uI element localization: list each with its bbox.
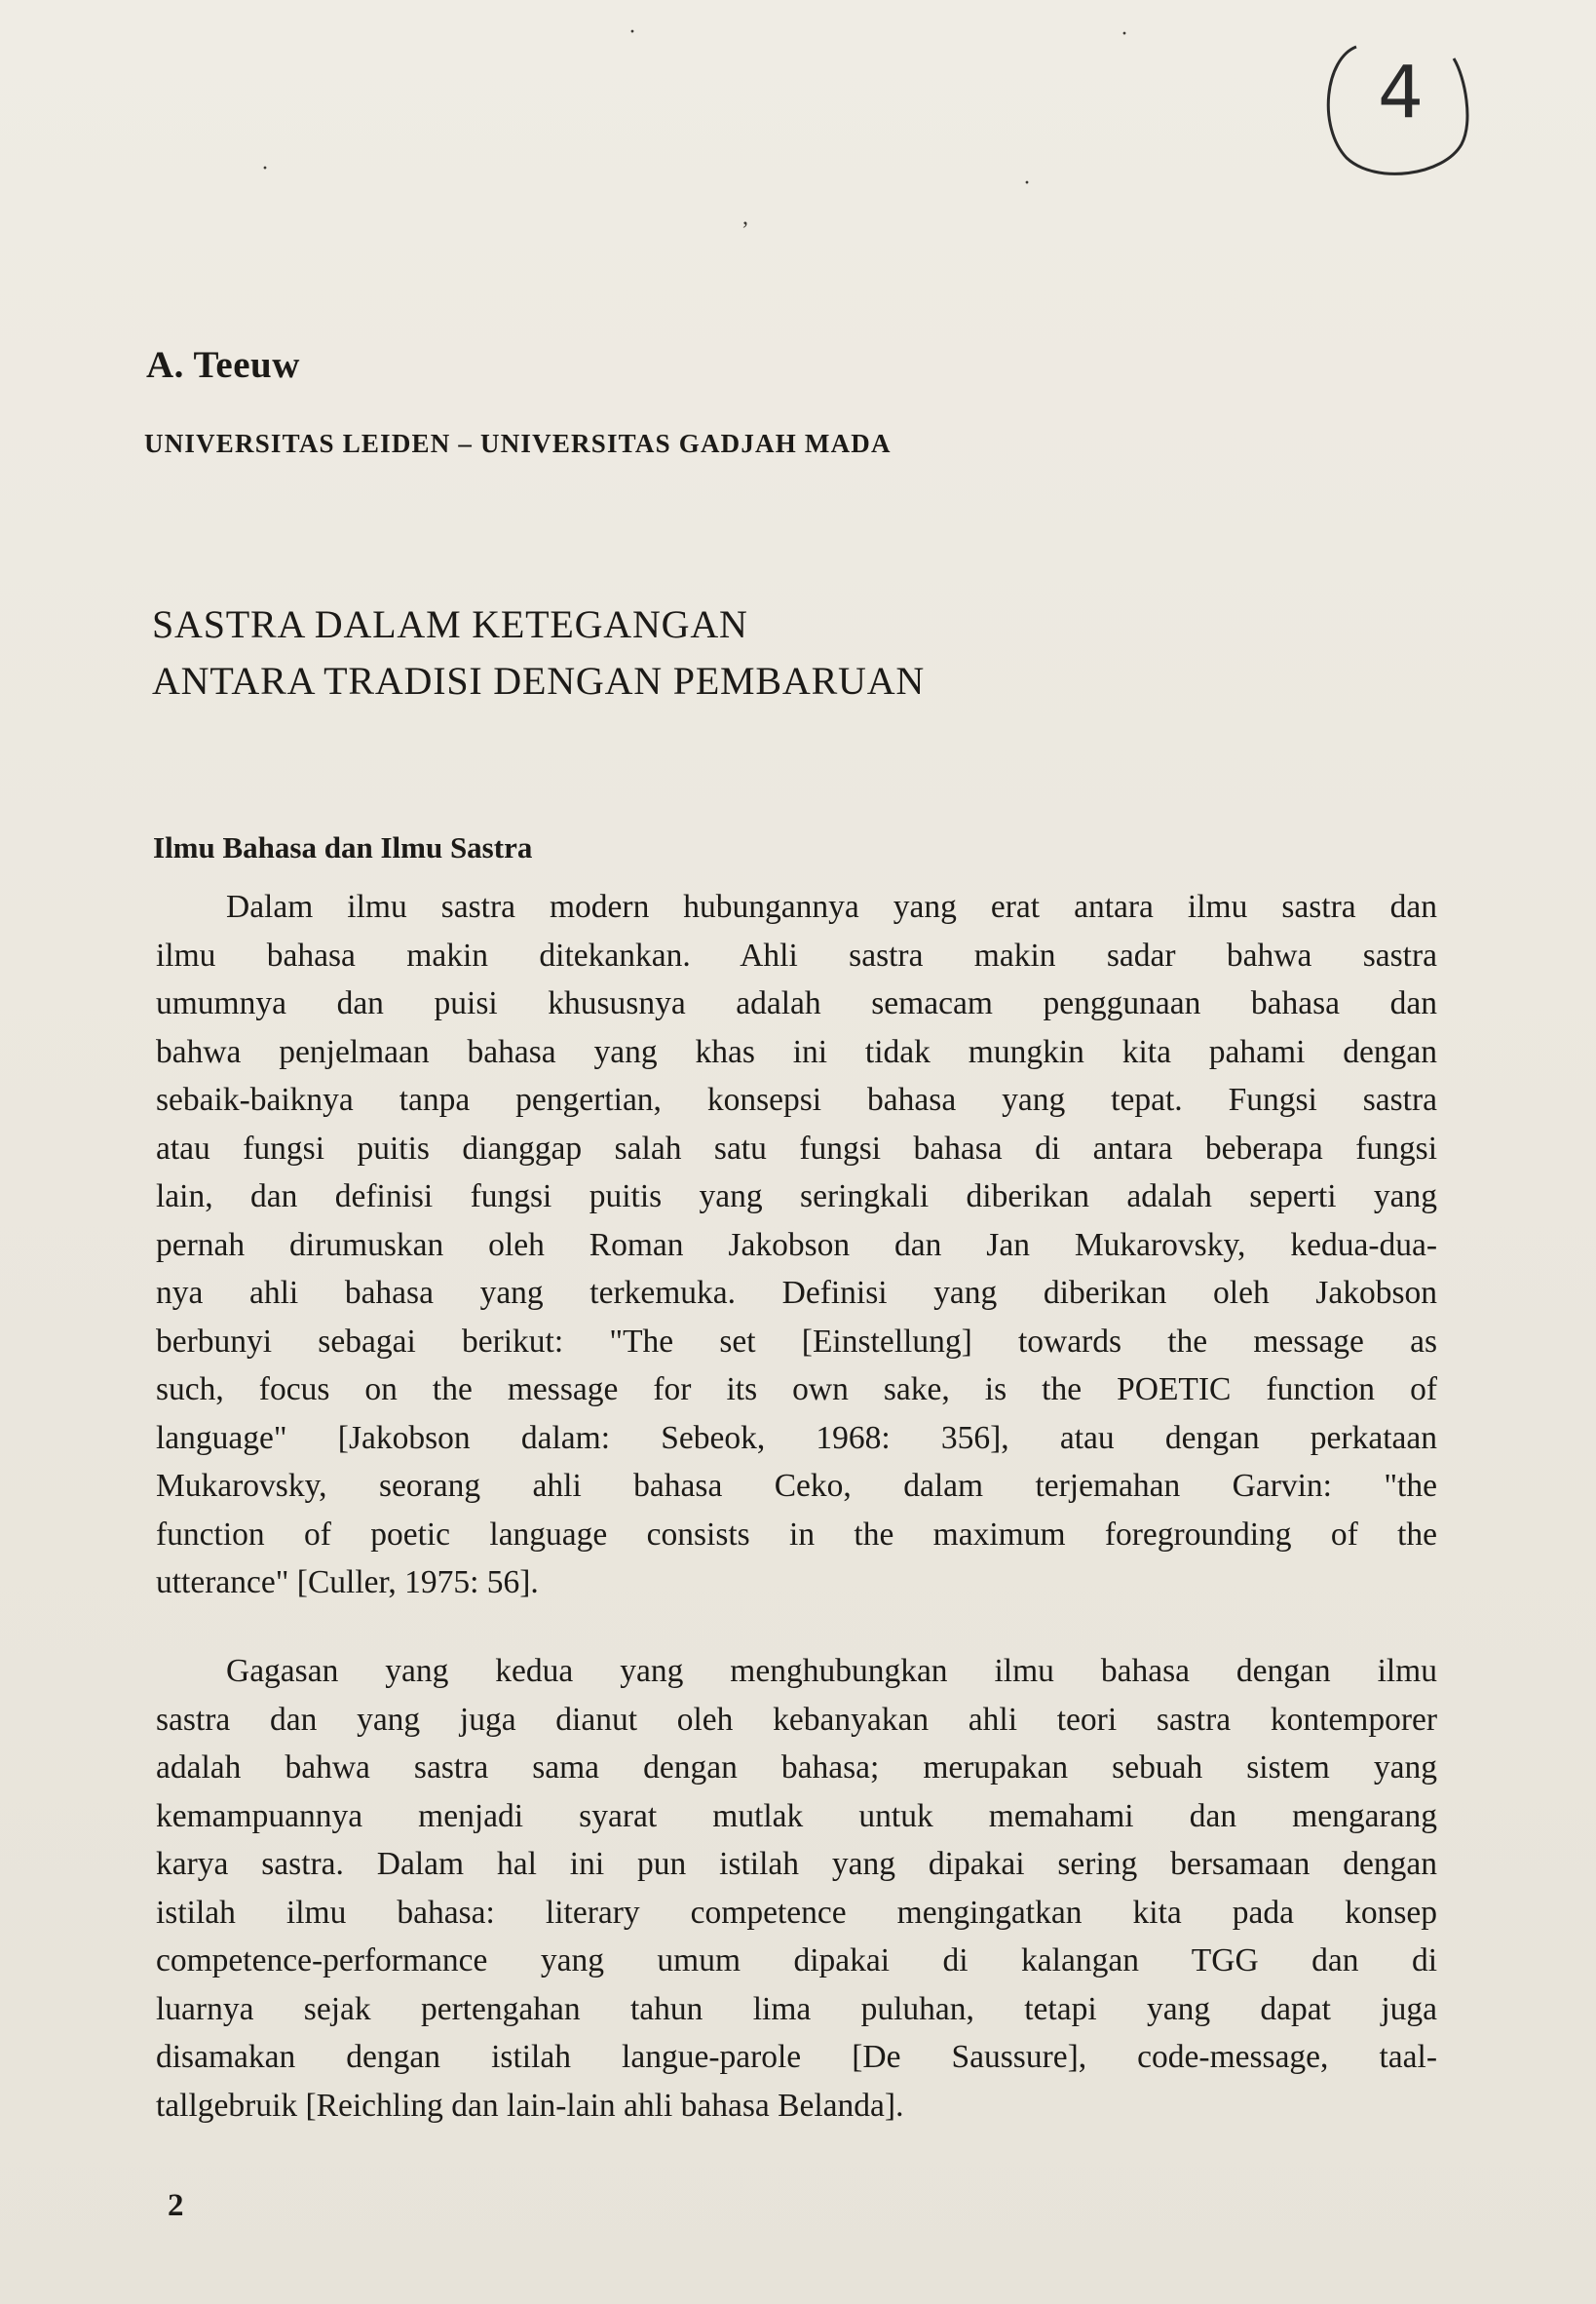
speck: · (628, 19, 636, 45)
text-line: adalah bahwa sastra sama dengan bahasa; merupakan sebuah sistem yang (156, 1749, 1437, 1786)
author-affiliation: UNIVERSITAS LEIDEN – UNIVERSITAS GADJAH MADA (144, 429, 892, 458)
speck: · (1121, 21, 1128, 47)
text-line: utterance" [Culler, 1975: 56]. (156, 1564, 539, 1600)
text-line: atau fungsi puitis dianggap salah satu fungsi bahasa di antara beberapa fungsi (156, 1130, 1437, 1167)
text-line: pernah dirumuskan oleh Roman Jakobson dan Jan Mukarovsky, kedua-dua- (156, 1226, 1437, 1263)
handwritten-circled-number (1317, 29, 1473, 185)
text-line: luarnya sejak pertengahan tahun lima puluhan, tetapi yang dapat juga (156, 1990, 1437, 2027)
paragraph-2 (156, 1647, 1437, 2130)
text-line: bahwa penjelmaan bahasa yang khas ini tidak mungkin kita pahami dengan (156, 1033, 1437, 1070)
text-line: karya sastra. Dalam hal ini pun istilah yang dipakai sering bersamaan dengan (156, 1846, 1437, 1882)
text-line: Gagasan yang kedua yang menghubungkan ilmu bahasa dengan ilmu (226, 1653, 1437, 1689)
text-line: tallgebruik [Reichling dan lain-lain ahli bahasa Belanda]. (156, 2087, 904, 2124)
bleed-through-texture (195, 136, 1442, 624)
text-line: sebaik-baiknya tanpa pengertian, konsepsi bahasa yang tepat. Fungsi sastra (156, 1082, 1437, 1118)
article-title (152, 596, 925, 710)
text-line: Mukarovsky, seorang ahli bahasa Ceko, dalam terjemahan Garvin: "the (156, 1468, 1437, 1504)
page-number: 2 (168, 2188, 184, 2223)
text-line: berbunyi sebagai berikut: "The set [Einstellung] towards the message as (156, 1323, 1437, 1360)
text-line: kemampuannya menjadi syarat mutlak untuk memahami dan mengarang (156, 1797, 1437, 1834)
speck: · (261, 156, 269, 181)
title-line: SASTRA DALAM KETEGANGAN (152, 602, 748, 646)
speck: , (742, 205, 748, 230)
section-heading: Ilmu Bahasa dan Ilmu Sastra (153, 830, 533, 864)
text-line: such, focus on the message for its own sake, is the POETIC function of (156, 1371, 1437, 1407)
text-line: ilmu bahasa makin ditekankan. Ahli sastra makin sadar bahwa sastra (156, 937, 1437, 974)
text-line: istilah ilmu bahasa: literary competence mengingatkan kita pada konsep (156, 1894, 1437, 1931)
text-line: umumnya dan puisi khususnya adalah semacam penggunaan bahasa dan (156, 985, 1437, 1021)
text-line: nya ahli bahasa yang terkemuka. Definisi yang diberikan oleh Jakobson (156, 1275, 1437, 1311)
text-line: language" [Jakobson dalam: Sebeok, 1968: 356], atau dengan perkataan (156, 1419, 1437, 1456)
handwritten-number: 4 (1378, 51, 1425, 134)
text-line: lain, dan definisi fungsi puitis yang seringkali diberikan adalah seperti yang (156, 1178, 1437, 1214)
title-line: ANTARA TRADISI DENGAN PEMBARUAN (152, 659, 926, 703)
author-name: A. Teeuw (146, 344, 300, 386)
text-line: function of poetic language consists in the maximum foregrounding of the (156, 1516, 1437, 1553)
text-line: sastra dan yang juga dianut oleh kebanyakan ahli teori sastra kontemporer (156, 1701, 1437, 1738)
paragraph-1 (156, 883, 1437, 1607)
text-line: Dalam ilmu sastra modern hubungannya yang erat antara ilmu sastra dan (226, 889, 1437, 925)
text-line: disamakan dengan istilah langue-parole [De Saussure], code-message, taal- (156, 2039, 1437, 2075)
text-line: competence-performance yang umum dipakai di kalangan TGG dan di (156, 1942, 1437, 1978)
speck: · (1023, 171, 1031, 196)
